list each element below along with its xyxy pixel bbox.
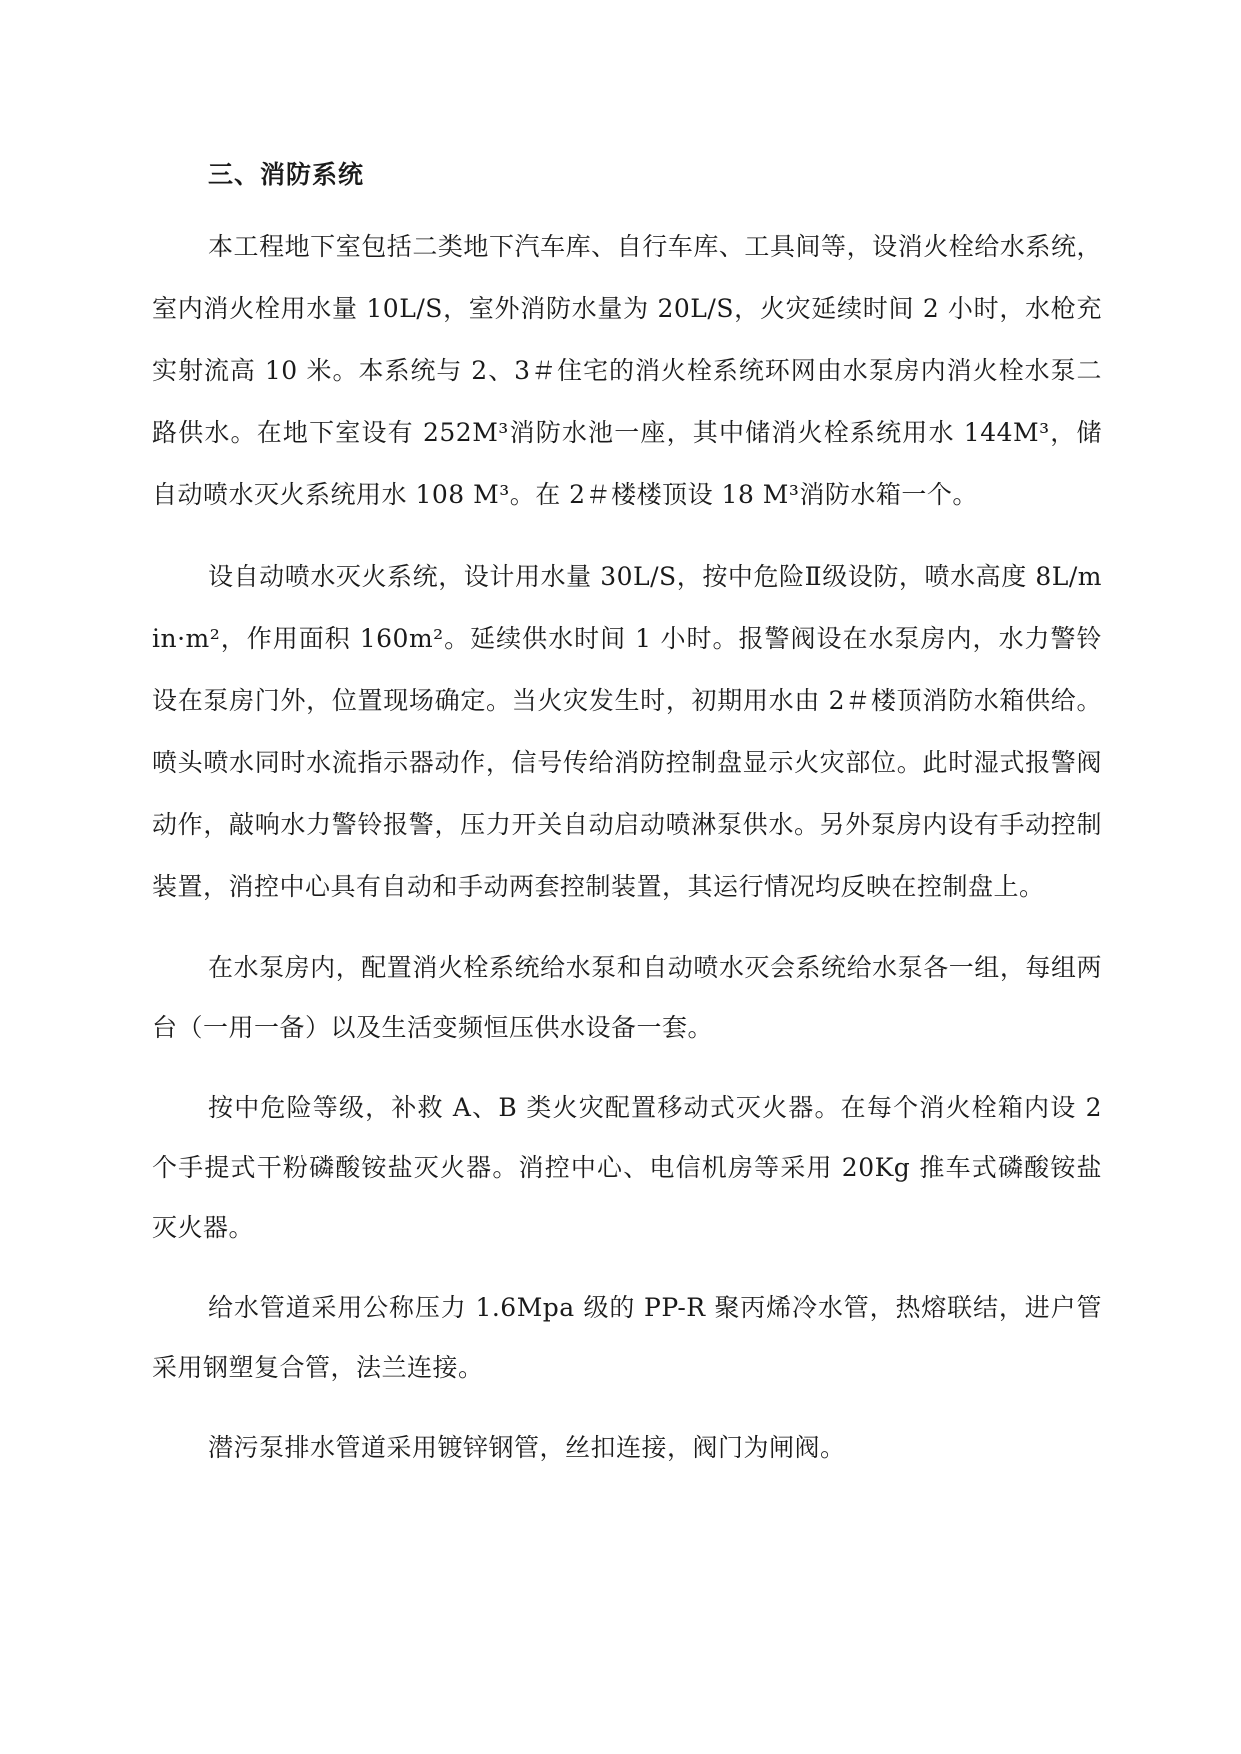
paragraph-sprinkler-system: 设自动喷水灭火系统，设计用水量 30L/S，按中危险Ⅱ级设防，喷水高度 8L/min·m²，作用面积 160m²。延续供水时间 1 小时。报警阀设在水泵房内，水力警铃设在泵房门外，位置现场确定。当火灾发生时，初期用水由 2＃楼顶消防水箱供给。喷头喷水同时水流指示器动作，信号传给消防控制盘显示火灾部位。此时湿式报警阀动作，敲响水力警铃报警，压力开关自动启动喷淋泵供水。另外泵房内设有手动控制装置，消控中心具有自动和手动两套控制装置，其运行情况均反映在控制盘上。 bbox=[152, 562, 1102, 901]
paragraph-extinguishers: 按中危险等级，补救 A、B 类火灾配置移动式灭火器。在每个消火栓箱内设 2 个手提式干粉磷酸铵盐灭火器。消控中心、电信机房等采用 20Kg 推车式磷酸铵盐灭火器。 bbox=[152, 1093, 1102, 1242]
paragraph-drainage-pipes: 潜污泵排水管道采用镀锌钢管，丝扣连接，阀门为闸阀。 bbox=[208, 1433, 846, 1462]
paragraph-hydrant-system: 本工程地下室包括二类地下汽车库、自行车库、工具间等，设消火栓给水系统，室内消火栓用水量 10L/S，室外消防水量为 20L/S，火灾延续时间 2 小时，水枪充实射流高 10 米。本系统与 2、3＃住宅的消火栓系统环网由水泵房内消火栓水泵二路供水。在地下室设有 252M³消防水池一座，其中储消火栓系统用水 144M³，储自动喷水灭火系统用水 108 M³。在 2＃楼楼顶设 18 M³消防水箱一个。 bbox=[152, 232, 1102, 509]
paragraph-water-pipes: 给水管道采用公称压力 1.6Mpa 级的 PP-R 聚丙烯冷水管，热熔联结，进户管采用钢塑复合管，法兰连接。 bbox=[152, 1293, 1102, 1382]
paragraph-pump-room: 在水泵房内，配置消火栓系统给水泵和自动喷水灭会系统给水泵各一组，每组两台（一用一备）以及生活变频恒压供水设备一套。 bbox=[152, 953, 1102, 1042]
document-body bbox=[152, 160, 1102, 1478]
section-heading: 三、消防系统 bbox=[208, 160, 365, 189]
